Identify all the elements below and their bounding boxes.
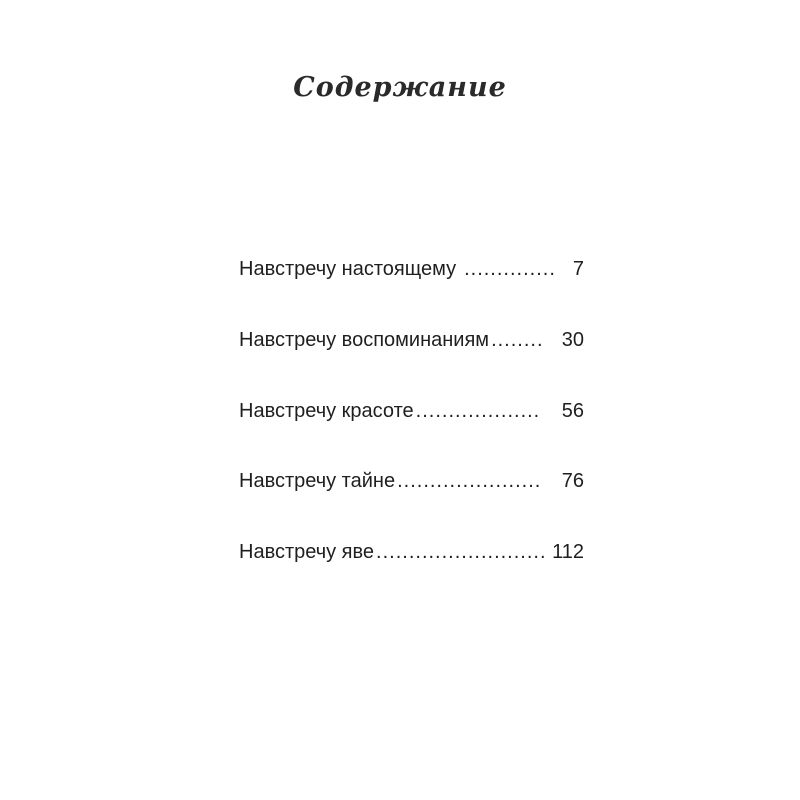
- toc-entry-label: Навстречу красоте: [239, 400, 414, 422]
- toc-leader-dots: ........: [491, 329, 544, 351]
- toc-page-number: 76: [561, 470, 584, 492]
- toc-leader-dots: ...................: [415, 400, 541, 422]
- toc-entry: [239, 541, 584, 569]
- toc-leader-dots: ..............: [464, 258, 556, 280]
- toc-entry-label: Навстречу яве: [239, 541, 375, 563]
- toc-page-number: 7: [572, 258, 584, 280]
- toc-entry-label: Навстречу тайне: [239, 470, 396, 492]
- toc-entry: [239, 258, 584, 286]
- toc-entry: [239, 329, 584, 357]
- toc-page-number: 30: [561, 329, 584, 351]
- toc-page-number: 112: [552, 541, 584, 563]
- toc-entry-label: Навстречу настоящему: [239, 258, 457, 280]
- toc-leader-dots: ..........................: [376, 541, 547, 563]
- toc-leader-dots: ......................: [397, 470, 542, 492]
- page-title: Содержание: [293, 72, 507, 103]
- toc-page-number: 56: [561, 400, 584, 422]
- toc-entry: [239, 400, 584, 428]
- toc-entry-label: Навстречу воспоминаниям: [239, 329, 490, 351]
- toc-entry: [239, 470, 584, 498]
